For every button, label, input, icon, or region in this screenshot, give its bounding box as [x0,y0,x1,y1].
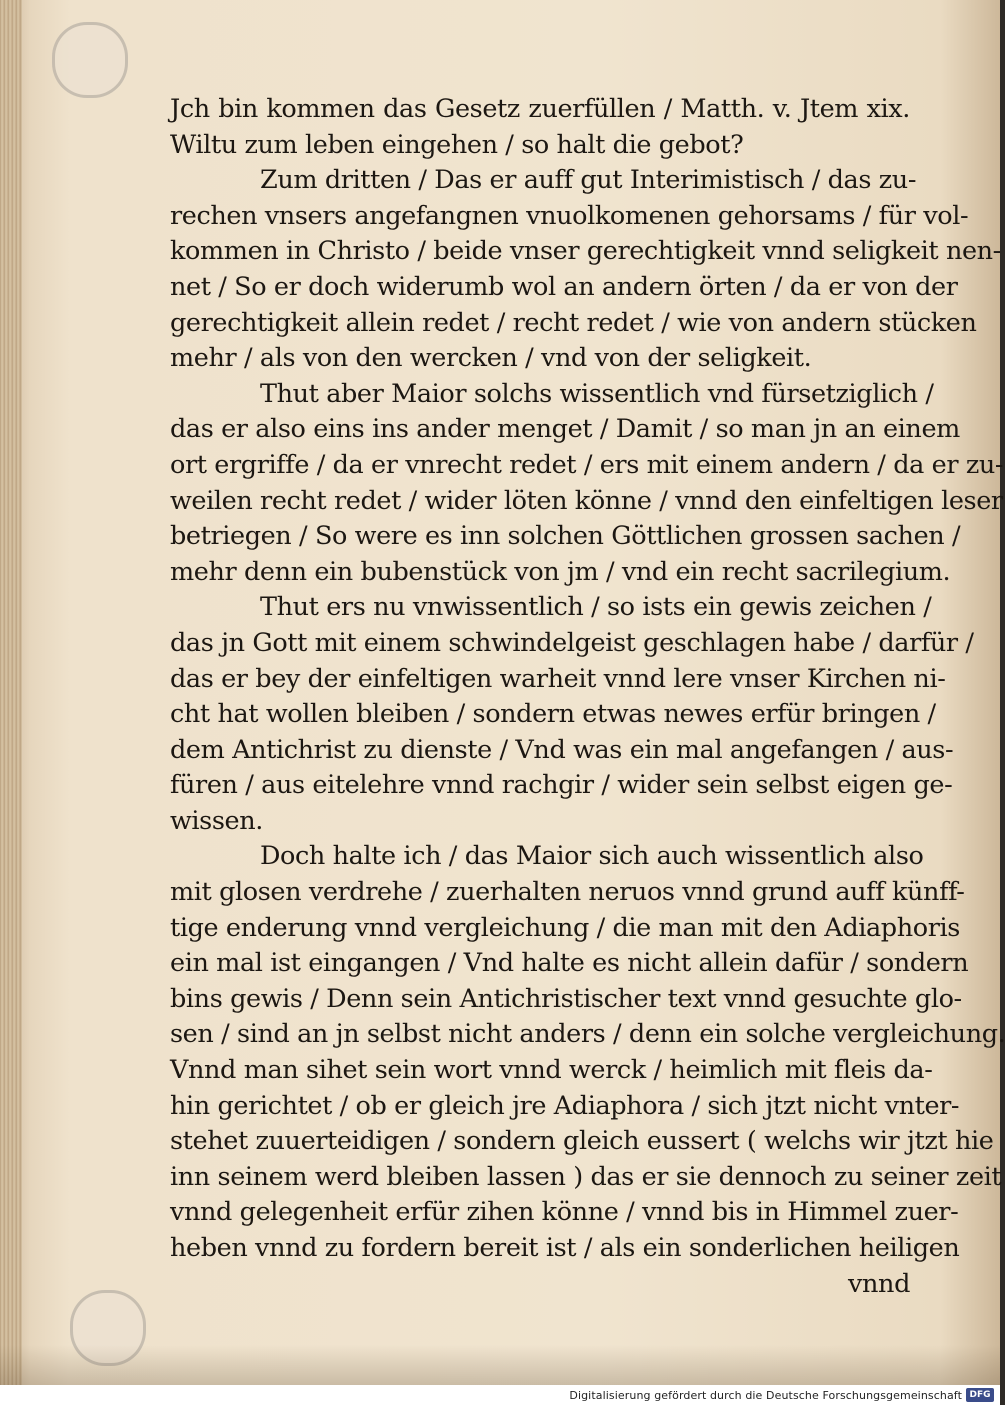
text-line: mit glosen verdrehe / zuerhalten neruos vnnd grund auff künff- [170,877,965,908]
footer-bar [0,1385,1000,1405]
text-line: gerechtigkeit allein redet / recht redet / wie von andern stücken [170,307,977,338]
text-line: ort ergriffe / da er vnrecht redet / ers mit einem andern / da er zu- [170,449,1004,480]
text-line: Wiltu zum leben eingehen / so halt die gebot? [170,129,744,160]
text-line: hin gerichtet / ob er gleich jre Adiaphora / sich jtzt nicht vnter- [170,1090,960,1121]
text-line: cht hat wollen bleiben / sondern etwas newes erfür bringen / [170,699,936,730]
text-line: Thut ers nu vnwissentlich / so ists ein gewis zeichen / [260,592,932,623]
text-line: mehr / als von den wercken / vnd von der seligkeit. [170,343,812,374]
text-line: stehet zuuerteidigen / sondern gleich eussert ( welchs wir jtzt hie [170,1126,994,1157]
text-line: Vnnd man sihet sein wort vnnd werck / heimlich mit fleis da- [170,1055,933,1086]
footer-credit: Digitalisierung gefördert durch die Deutsche Forschungsgemeinschaft [569,1389,962,1402]
text-line: ein mal ist eingangen / Vnd halte es nicht allein dafür / sondern [170,948,969,979]
text-line: vnnd [848,1268,910,1299]
text-line: weilen recht redet / wider löten könne / vnnd den einfeltigen leser [170,485,1003,516]
text-line: das er bey der einfeltigen warheit vnnd lere vnser Kirchen ni- [170,663,946,694]
text-line: Doch halte ich / das Maior sich auch wissentlich also [260,841,924,872]
text-line: Thut aber Maior solchs wissentlich vnd fürsetziglich / [260,378,934,409]
text-line: rechen vnsers angefangnen vnuolkomenen gehorsams / für vol- [170,200,969,231]
dfg-logo: DFG [966,1388,994,1402]
clip-mark-top [52,22,128,98]
text-line: Zum dritten / Das er auff gut Interimistisch / das zu- [260,165,917,196]
page-edge [0,0,22,1385]
text-line: tige enderung vnnd vergleichung / die man mit den Adiaphoris [170,912,960,943]
text-block [170,92,1005,1302]
text-line: füren / aus eitelehre vnnd rachgir / wider sein selbst eigen ge- [170,770,953,801]
text-line: das jn Gott mit einem schwindelgeist geschlagen habe / darfür / [170,627,974,658]
text-line: vnnd gelegenheit erfür zihen könne / vnnd bis in Himmel zuer- [170,1197,959,1228]
text-line: dem Antichrist zu dienste / Vnd was ein mal angefangen / aus- [170,734,954,765]
text-line: betriegen / So were es inn solchen Göttlichen grossen sachen / [170,521,961,552]
text-line: Jch bin kommen das Gesetz zuerfüllen / Matth. v. Jtem xix. [170,94,910,124]
text-line: wissen. [170,805,263,836]
text-line: mehr denn ein bubenstück von jm / vnd ein recht sacrilegium. [170,556,951,587]
text-line: heben vnnd zu fordern bereit ist / als ein sonderlichen heiligen [170,1233,960,1263]
text-line: bins gewis / Denn sein Antichristischer text vnnd gesuchte glo- [170,983,962,1014]
text-line: das er also eins ins ander menget / Damit / so man jn an einem [170,414,960,445]
text-line: net / So er doch widerumb wol an andern örten / da er von der [170,271,958,302]
text-line: inn seinem werd bleiben lassen ) das er sie dennoch zu seiner zeit [170,1161,1002,1192]
text-line: kommen in Christo / beide vnser gerechtigkeit vnnd seligkeit nen- [170,236,1001,267]
text-line: sen / sind an jn selbst nicht anders / denn ein solche vergleichung. [170,1019,1005,1050]
page-shadow [0,1345,1000,1385]
